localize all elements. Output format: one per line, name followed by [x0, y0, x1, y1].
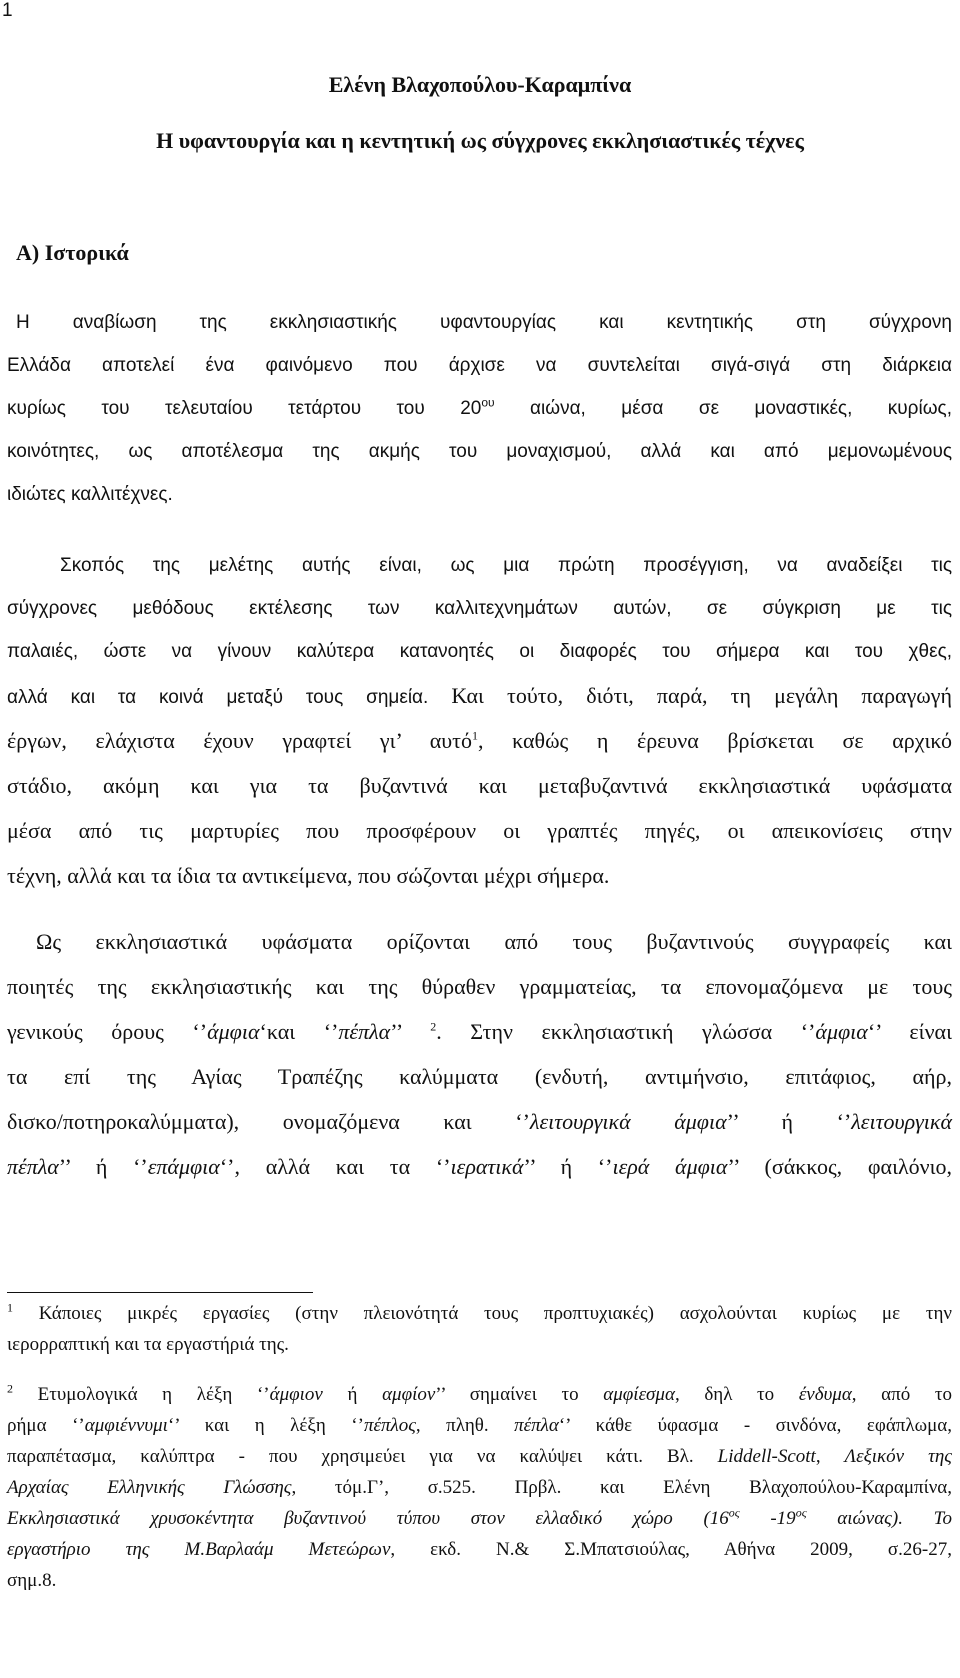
text-line: στάδιο, ακόμη και για τα βυζαντινά και μεταβυζαντινά εκκλησιαστικά υφάσματα — [7, 773, 952, 798]
text-line: αλλά και τα κοινά μεταξύ τους σημεία. Και τούτο, διότι, παρά, τη μεγάλη παραγωγή — [7, 683, 953, 708]
text-line: Ως εκκλησιαστικά υφάσματα ορίζονται από τους βυζαντινούς συγγραφείς και — [36, 929, 952, 954]
author-name: Ελένη Βλαχοπούλου-Καραμπίνα — [328, 72, 632, 97]
text-line: τα επί της Αγίας Τραπέζης καλύμματα (ενδυτή, αντιμήνσιο, επιτάφιος, αήρ, — [7, 1064, 952, 1089]
footnote-2-line: εργαστήριο της Μ.Βαρλαάμ Μετεώρων, εκδ. Ν.& Σ.Μπατσιούλας, Αθήνα 2009, σ.26-27, — [7, 1539, 952, 1560]
text-line: δισκο/ποτηροκαλύμματα), ονομαζόμενα και ‘’λειτουργικά άμφια’’ ή ‘’λειτουργικά — [7, 1109, 953, 1134]
text-line: Σκοπός της μελέτης αυτής είναι, ως μια πρώτη προσέγγιση, να αναδείξει τις — [60, 555, 952, 576]
footnote-ref-2: 2 — [430, 1019, 437, 1034]
text-line: σύγχρονες μεθόδους εκτέλεσης των καλλιτεχνημάτων αυτών, σε σύγκριση με τις — [7, 598, 952, 619]
footnote-2-line: Εκκλησιαστικά χρυσοκέντητα βυζαντινού τύπου στον ελλαδικό χώρο ($16^{o\varsigma}$ $-19^{o\varsigma}$ αιώνας). Το — [7, 1505, 953, 1529]
text-line: παλαιές, ώστε να γίνουν καλύτερα κατανοητές οι διαφορές του σήμερα και του χθες, — [7, 641, 952, 662]
footnote-ref-1: 1 — [472, 728, 479, 743]
document-title: Η υφαντουργία και η κεντητική ως σύγχρονες εκκλησιαστικές τέχνες — [156, 128, 804, 153]
text-line: Η αναβίωση της εκκλησιαστικής υφαντουργίας και κεντητικής στη σύγχρονη — [16, 312, 952, 333]
text-line: ποιητές της εκκλησιαστικής και της θύραθεν γραμματείας, τα επονομαζόμενα με τους — [7, 974, 952, 999]
text-line: έργων, ελάχιστα έχουν γραφτεί γι’ αυτό$^1$, καθώς η έρευνα βρίσκεται σε αρχικό — [7, 728, 952, 753]
text-line: πέπλα’’ ή ‘’επάμφια‘’, αλλά και τα ‘’ιερατικά’’ ή ‘’ιερά άμφια’’ (σάκκος, φαιλόνιο, — [7, 1154, 953, 1179]
footnote-2: $^2$ Ετυμολογικά η λέξη ‘’άμφιον ή αμφίον’’ σημαίνει το αμφίεσμα, δηλ το ένδυμα, από το — [7, 1381, 952, 1405]
text-line: γενικούς όρους ‘’άμφια‘και ‘’πέπλα’’ $^2$. Στην εκκλησιαστική γλώσσα ‘’άμφια‘’ είναι — [7, 1019, 952, 1044]
text-line: κοινότητες, ως αποτέλεσμα της ακμής του μοναχισμού, αλλά και από μεμονωμένους — [7, 441, 952, 462]
section-heading: Α) Ιστορικά — [16, 240, 129, 265]
text-line: τέχνη, αλλά και τα ίδια τα αντικείμενα, που σώζονται μέχρι σήμερα. — [7, 863, 610, 888]
footnote-2-line: ρήμα ‘’αμφιέννυμι‘’ και η λέξη ‘’πέπλος, πληθ. πέπλα‘’ κάθε ύφασμα - σινδόνα, εφάπλωμα, — [7, 1415, 952, 1436]
footnote-2-line: Αρχαίας Ελληνικής Γλώσσης, τόμ.Γ’, σ.525. Πρβλ. και Ελένη Βλαχοπούλου-Καραμπίνα, — [7, 1477, 953, 1498]
text-line: κυρίως του τελευταίου τετάρτου του $20^{o\upsilon}$ αιώνα, μέσα σε μοναστικές, κυρίως, — [7, 395, 952, 419]
text-line: μέσα από τις μαρτυρίες που προσφέρουν οι γραπτές πηγές, οι απεικονίσεις στην — [7, 818, 952, 843]
footnote-2-line: σημ.8. — [7, 1570, 57, 1591]
text-line: Ελλάδα αποτελεί ένα φαινόμενο που άρχισε να συντελείται σιγά-σιγά στη διάρκεια — [7, 355, 952, 376]
footnote-2-line: παραπέτασμα, καλύπτρα - που χρησιμεύει για να καλύψει κάτι. Βλ. Liddell-Scott, Λεξικόν της — [7, 1446, 953, 1467]
page-number: 1 — [2, 0, 13, 21]
footnote-separator — [7, 1292, 313, 1293]
footnote-1-line: ιερορραπτική και τα εργαστήριά της. — [7, 1334, 289, 1355]
text-line: ιδιώτες καλλιτέχνες. — [7, 484, 173, 505]
footnote-1: $^1$ Κάποιες μικρές εργασίες (στην πλειονότητά τους προπτυχιακές) ασχολούνται κυρίως με την — [7, 1300, 952, 1324]
